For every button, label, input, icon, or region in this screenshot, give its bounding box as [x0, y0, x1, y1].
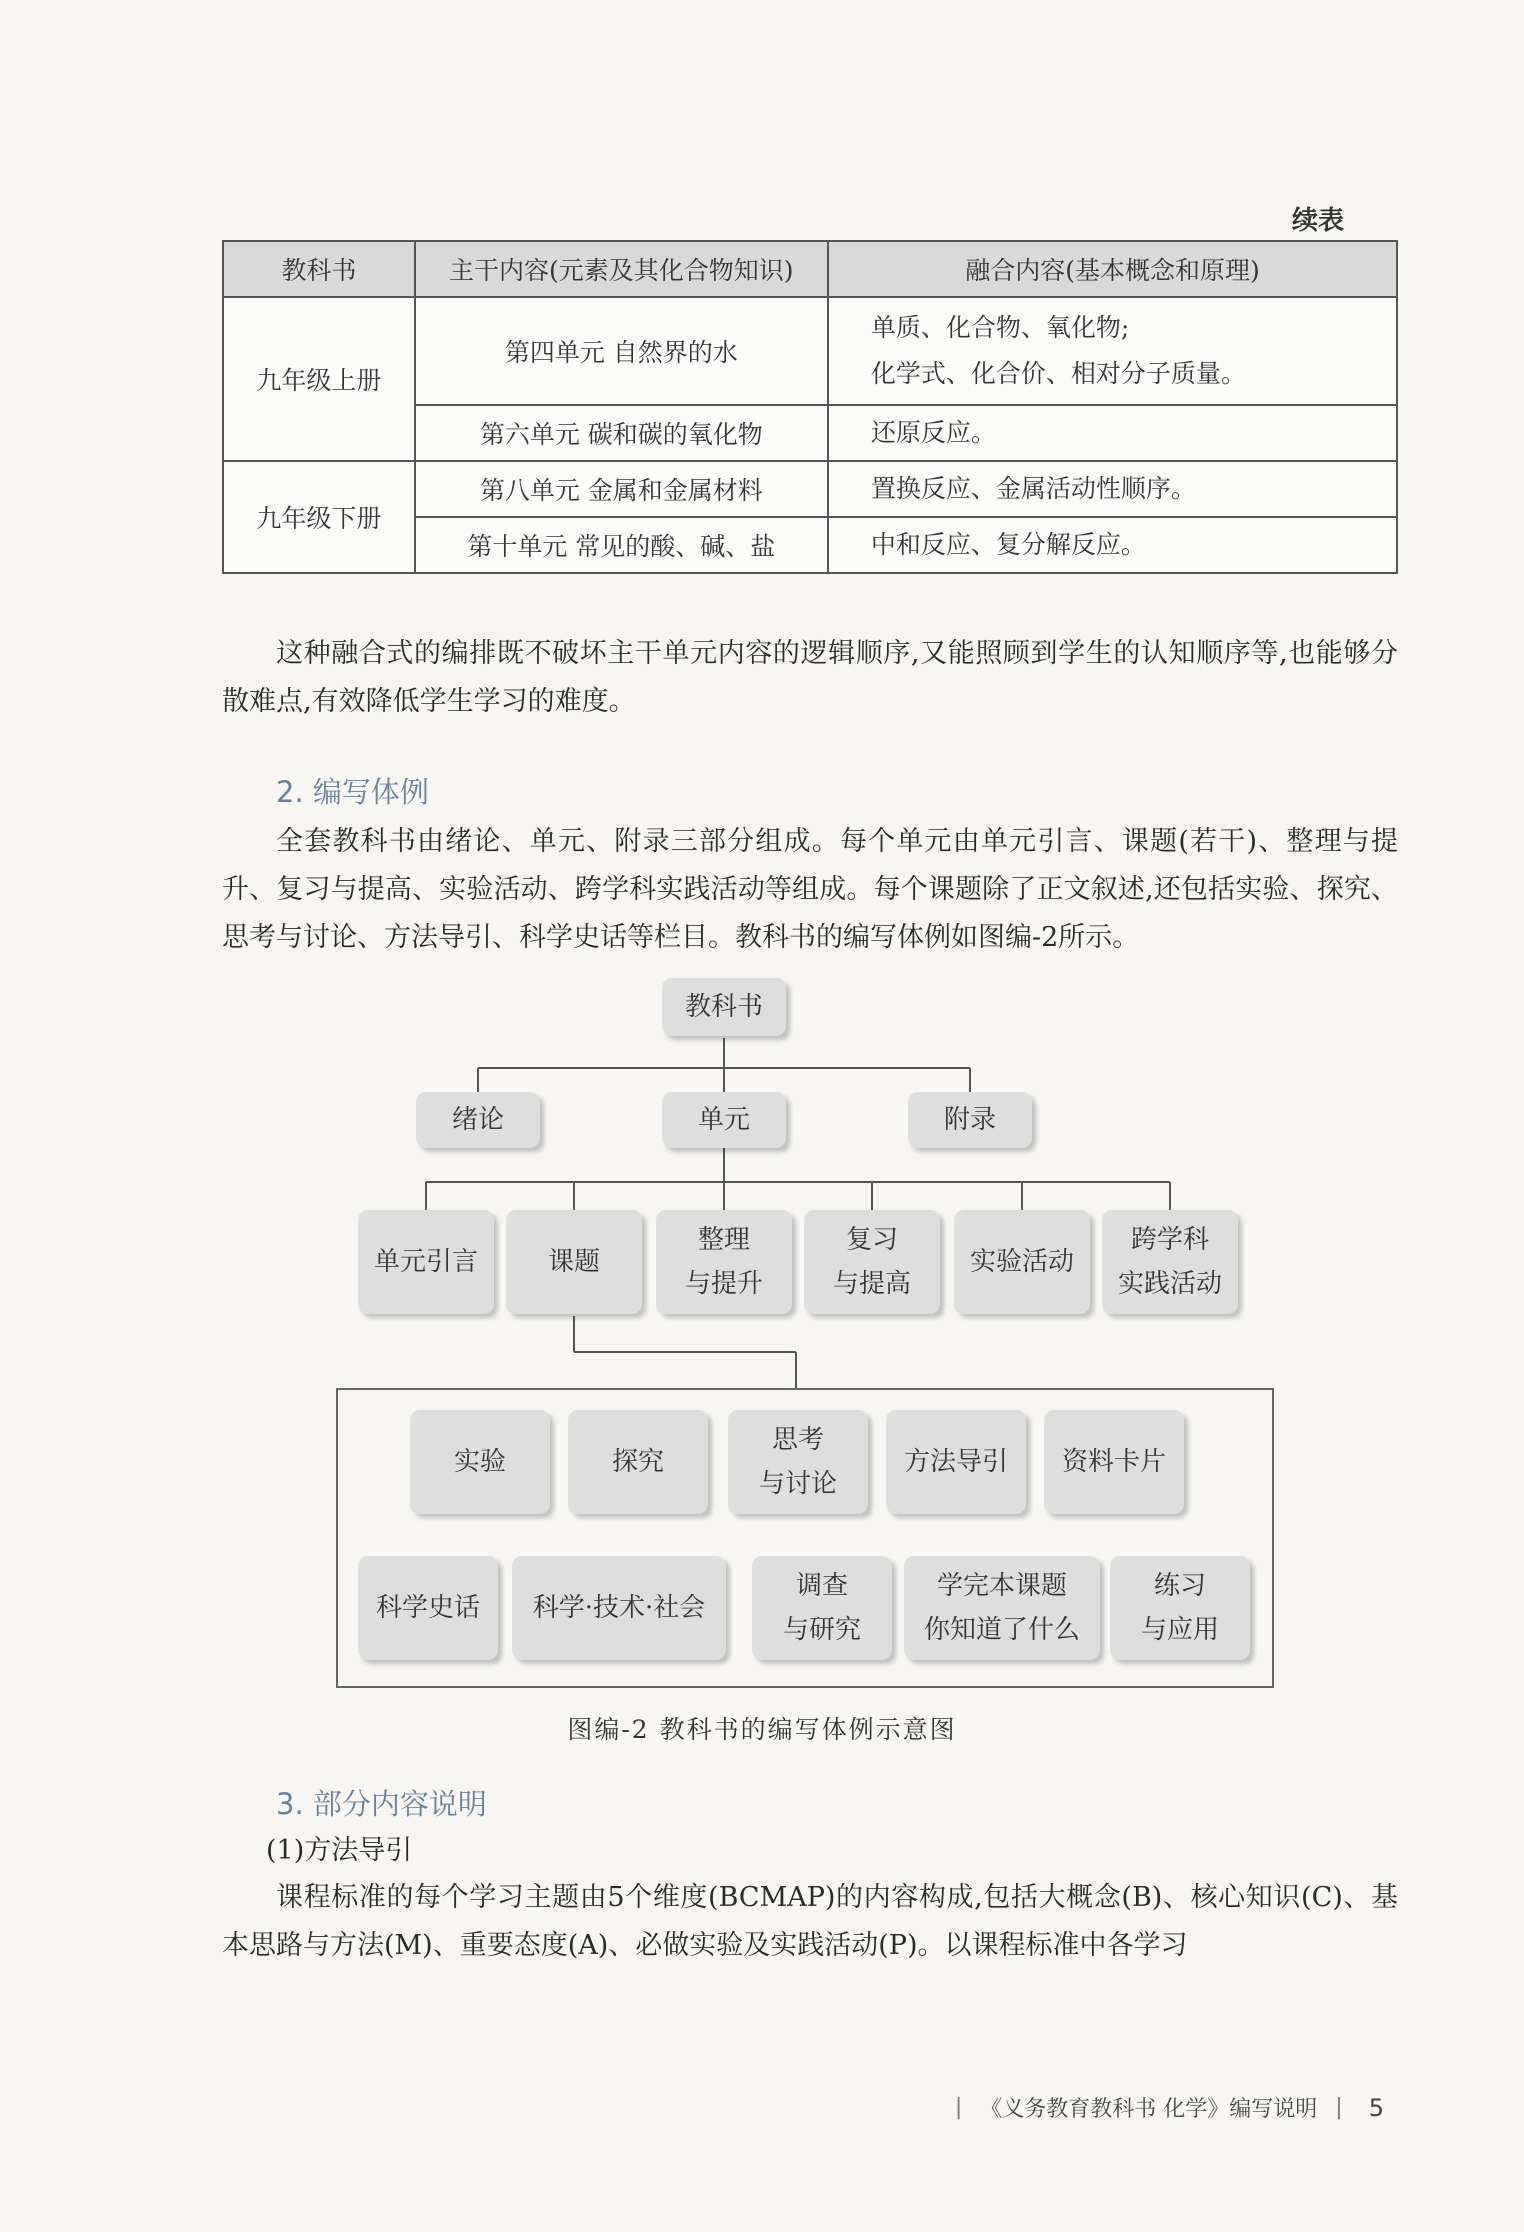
unit-cell: 第十单元 常见的酸、碱、盐 — [415, 517, 828, 573]
diagram-node-column: 资料卡片 — [1044, 1410, 1184, 1514]
table-row — [223, 297, 1397, 405]
unit-cell: 第四单元 自然界的水 — [415, 297, 828, 405]
page-number: 5 — [1368, 2093, 1384, 2122]
content-cell: 置换反应、金属活动性顺序。 — [828, 461, 1397, 517]
content-line: 化学式、化合价、相对分子质量。 — [870, 359, 1246, 388]
paragraph-merge-note: 这种融合式的编排既不破坏主干单元内容的逻辑顺序,又能照顾到学生的认知顺序等,也能够分散难点,有效降低学生学习的难度。 — [222, 638, 1398, 717]
diagram-node-column: 科学·技术·社会 — [512, 1556, 726, 1660]
diagram-node-level1: 绪论 — [416, 1092, 540, 1148]
figure-caption: 图编-2 教科书的编写体例示意图 — [567, 1715, 957, 1744]
diagram-node-level2: 实验活动 — [954, 1210, 1090, 1314]
footer-divider: | — [1335, 2095, 1343, 2120]
diagram-node-level1: 附录 — [908, 1092, 1032, 1148]
diagram-node-column: 方法导引 — [886, 1410, 1026, 1514]
diagram-node-column: 练习 与应用 — [1110, 1556, 1250, 1660]
table-header-cell: 融合内容(基本概念和原理) — [828, 241, 1397, 297]
diagram-node-column: 调查 与研究 — [752, 1556, 892, 1660]
diagram-node-column: 科学史话 — [358, 1556, 498, 1660]
diagram-node-level2: 课题 — [506, 1210, 642, 1314]
content-cell: 还原反应。 — [828, 405, 1397, 461]
subsection-title: (1)方法导引 — [266, 1835, 413, 1866]
paragraph-method-guide: 课程标准的每个学习主题由5个维度(BCMAP)的内容构成,包括大概念(B)、核心知识(C)、基本思路与方法(M)、重要态度(A)、必做实验及实践活动(P)。以课程标准中各学习 — [222, 1882, 1398, 1961]
continued-table-label: 续表 — [1291, 206, 1344, 236]
book-cell: 九年级上册 — [223, 297, 415, 461]
diagram-node-column: 思考 与讨论 — [728, 1410, 868, 1514]
diagram-node-level2: 复习 与提高 — [804, 1210, 940, 1314]
diagram-node-level2: 单元引言 — [358, 1210, 494, 1314]
content-table — [222, 240, 1398, 574]
table-header-cell: 教科书 — [223, 241, 415, 297]
unit-cell: 第八单元 金属和金属材料 — [415, 461, 828, 517]
content-cell: 中和反应、复分解反应。 — [828, 517, 1397, 573]
content-cell — [828, 297, 1397, 405]
diagram-node-level2: 整理 与提升 — [656, 1210, 792, 1314]
diagram-node-level2: 跨学科 实践活动 — [1102, 1210, 1238, 1314]
diagram-node-level1: 单元 — [662, 1092, 786, 1148]
table-header-row — [223, 241, 1397, 297]
unit-cell: 第六单元 碳和碳的氧化物 — [415, 405, 828, 461]
table-row — [223, 461, 1397, 517]
diagram-node-column: 学完本课题 你知道了什么 — [904, 1556, 1100, 1660]
diagram-node-root: 教科书 — [662, 978, 786, 1036]
footer-divider: | — [954, 2095, 963, 2120]
paragraph-structure: 全套教科书由绪论、单元、附录三部分组成。每个单元由单元引言、课题(若干)、整理与提升、复习与提高、实验活动、跨学科实践活动等组成。每个课题除了正文叙述,还包括实验、探究、思考与讨论、方法导引、科学史话等栏目。教科书的编写体例如图编-2所示。 — [222, 826, 1398, 953]
diagram-node-column: 实验 — [410, 1410, 550, 1514]
book-cell: 九年级下册 — [223, 461, 415, 573]
content-line: 单质、化合物、氧化物; — [870, 313, 1130, 342]
page-footer — [955, 2092, 1384, 2123]
footer-book-title: 《义务教育教科书 化学》编写说明 — [980, 2097, 1318, 2122]
table-header-cell: 主干内容(元素及其化合物知识) — [415, 241, 828, 297]
diagram-node-column: 探究 — [568, 1410, 708, 1514]
section-title: 2. 编写体例 — [276, 775, 429, 809]
section-title: 3. 部分内容说明 — [276, 1787, 487, 1821]
